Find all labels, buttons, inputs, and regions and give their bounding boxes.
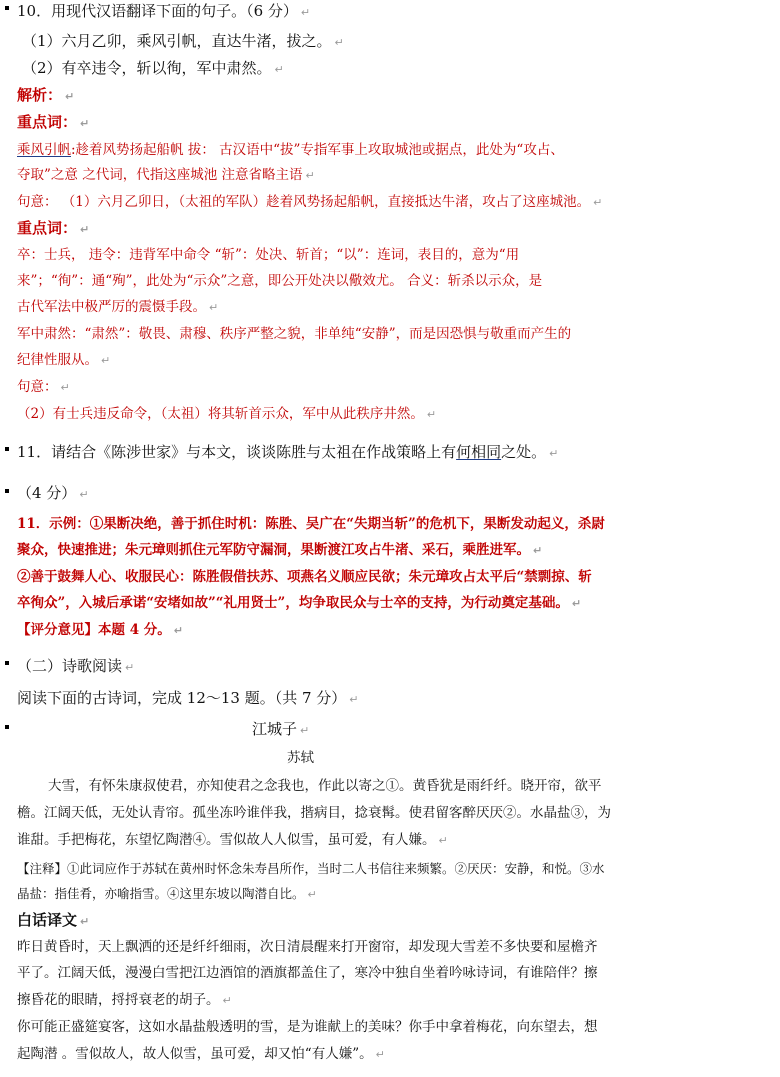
a10-line-2: 夺取”之意 之代词，代指这座城池 注意省略主语 ↵: [17, 167, 315, 183]
poem-line-2: 檐。江阔天低，无处认青帘。孤坐冻吟谁伴我，揩病目，捻衰髯。使君留客醉厌厌②。水晶盐③，为: [17, 805, 611, 821]
a11-line-2: 聚众，快速推进；朱元璋则抓住元军防守漏洞，果断渡江攻占牛渚、采石，乘胜进军。 ↵: [17, 542, 543, 558]
a10-line-6: 古代军法中极严厉的震慑手段。 ↵: [17, 299, 219, 315]
poem-line-1: 大雪，有怀朱康叔使君，亦知使君之念我也，作此以寄之①。黄昏犹是雨纤纤。晓开帘，欲平: [48, 778, 602, 794]
translation-line-4: 你可能正盛筵宴客，这如水晶盐般透明的雪，是为谁献上的美味？你手中拿着梅花，向东望去，想: [17, 1019, 598, 1035]
paragraph-bullet: [5, 661, 9, 665]
key-words-label-1: 重点词： ↵: [17, 113, 90, 131]
key-words-label-2: 重点词： ↵: [17, 219, 90, 237]
q11-prompt: 11．请结合《陈涉世家》与本文，谈谈陈胜与太祖在作战策略上有何相同之处。 ↵: [17, 443, 559, 461]
q10-sentence-1: （1）六月乙卯，乘风引帆，直达牛渚，拔之。 ↵: [22, 32, 344, 50]
paragraph-bullet: [5, 6, 9, 10]
translation-heading: 白话译文 ↵: [17, 911, 90, 929]
a10-line-5: 来”；“徇”：通“殉”，此处为“示众”之意，即公开处决以儆效尤。 合义：斩杀以示众，是: [17, 273, 543, 289]
a11-line-4: 卒徇众”，入城后承诺“安堵如故”“礼用贤士”，均争取民众与士卒的支持，为行动奠定基础。 ↵: [17, 595, 582, 611]
a10-line-9: （2）有士兵违反命令，（太祖）将其斩首示众，军中从此秩序井然。 ↵: [17, 406, 437, 422]
poem-line-3: 谁甜。手把梅花，东望忆陶潜④。雪似故人人似雪，虽可爱，有人嫌。 ↵: [17, 832, 448, 848]
a10-line-8: 纪律性服从。 ↵: [17, 352, 111, 368]
paragraph-bullet: [5, 725, 9, 729]
a11-line-3: ②善于鼓舞人心、收服民心：陈胜假借扶苏、项燕名义顺应民欲；朱元璋攻占太平后“禁剽掠、斩: [17, 569, 592, 585]
a11-line-1: 11．示例：①果断决绝，善于抓住时机：陈胜、吴广在“失期当斩”的危机下，果断发动起义，杀尉: [17, 516, 605, 532]
a10-sentence-meaning-label: 句意： ↵: [17, 379, 70, 395]
analysis-label: 解析： ↵: [17, 86, 75, 104]
translation-line-2: 平了。江阔天低，漫漫白雪把江边酒馆的酒旗都盖住了，寒冷中独自坐着吟咏诗词，有谁陪伴？擦: [17, 965, 598, 981]
translation-line-3: 擦昏花的眼睛，捋捋衰老的胡子。 ↵: [17, 992, 232, 1008]
a10-line-7: 军中肃然：“肃然”：敬畏、肃穆、秩序严整之貌，非单纯“安静”，而是因恐惧与敬重而产生的: [17, 326, 572, 342]
poem-notes-1: 【注释】①此词应作于苏轼在黄州时怀念朱寿昌所作，当时二人书信往来频繁。②厌厌：安静，和悦。③水: [17, 861, 605, 876]
translation-line-1: 昨日黄昏时，天上飘洒的还是纤纤细雨，次日清晨醒来打开窗帘，却发现大雪差不多快要和屋檐齐: [17, 939, 598, 955]
q11-score: （4 分） ↵: [17, 484, 89, 502]
q10-sentence-2: （2）有卒违令，斩以徇，军中肃然。 ↵: [22, 59, 284, 77]
paragraph-bullet: [5, 489, 9, 493]
poem-notes-2: 晶盐：指佳肴，亦喻指雪。④这里东坡以陶潜自比。 ↵: [17, 886, 317, 901]
a10-line-3: 句意： （1）六月乙卯日，（太祖的军队）趁着风势扬起船帆，直接抵达牛渚，攻占了这座城池。 ↵: [17, 194, 603, 210]
poetry-instruction: 阅读下面的古诗词，完成 12～13 题。（共 7 分） ↵: [17, 689, 359, 707]
paragraph-bullet: [5, 447, 9, 451]
a11-scoring-note: 【评分意见】本题 4 分。 ↵: [17, 622, 184, 638]
poem-title: 江城子 ↵: [252, 720, 310, 738]
a10-line-4: 卒：士兵， 违令：违背军中命令 “斩”：处决、斩首；“以”：连词，表目的，意为“用: [17, 247, 520, 263]
q10-title: 10．用现代汉语翻译下面的句子。（6 分） ↵: [17, 2, 311, 20]
section-heading-poetry: （二）诗歌阅读 ↵: [17, 657, 135, 675]
translation-line-5: 起陶潜 。雪似故人，故人似雪，虽可爱，却又怕“有人嫌”。 ↵: [17, 1046, 385, 1062]
a10-line-1: 乘风引帆:趁着风势扬起船帆 拔： 古汉语中“拔”专指军事上攻取城池或据点，此处为“攻占、: [17, 142, 564, 158]
poem-author: 苏轼: [287, 750, 314, 766]
